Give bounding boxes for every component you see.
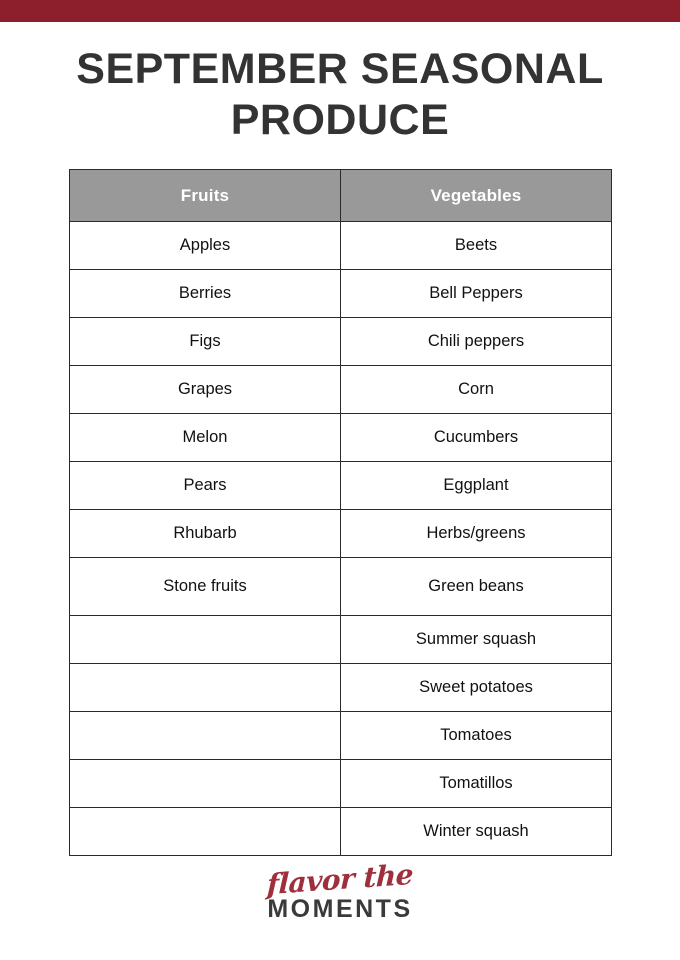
table-row — [70, 270, 612, 318]
cell-vegetable: Corn — [341, 366, 612, 414]
table-row — [70, 760, 612, 808]
cell-vegetable: Winter squash — [341, 808, 612, 856]
logo-script-text: flavor the — [266, 858, 414, 902]
cell-vegetable: Bell Peppers — [341, 270, 612, 318]
table-header — [70, 170, 612, 222]
table-row — [70, 222, 612, 270]
cell-fruit: Berries — [70, 270, 341, 318]
cell-fruit-empty — [70, 664, 341, 712]
seasonal-produce-table — [69, 169, 612, 856]
table-row — [70, 616, 612, 664]
title-container — [50, 22, 630, 145]
table-header-row — [70, 170, 612, 222]
cell-vegetable: Tomatillos — [341, 760, 612, 808]
cell-fruit-empty — [70, 760, 341, 808]
table-row — [70, 808, 612, 856]
table-row — [70, 318, 612, 366]
table-row — [70, 414, 612, 462]
column-header-fruits: Fruits — [70, 170, 341, 222]
cell-fruit: Rhubarb — [70, 510, 341, 558]
top-accent-bar — [0, 0, 680, 22]
cell-vegetable: Beets — [341, 222, 612, 270]
table-row — [70, 462, 612, 510]
table-row — [70, 366, 612, 414]
cell-fruit-empty — [70, 712, 341, 760]
logo-wordmark: MOMENTS — [267, 895, 413, 924]
cell-vegetable: Eggplant — [341, 462, 612, 510]
cell-vegetable: Herbs/greens — [341, 510, 612, 558]
cell-fruit: Grapes — [70, 366, 341, 414]
table-row — [70, 664, 612, 712]
cell-fruit: Pears — [70, 462, 341, 510]
cell-vegetable: Chili peppers — [341, 318, 612, 366]
cell-vegetable: Sweet potatoes — [341, 664, 612, 712]
cell-fruit: Figs — [70, 318, 341, 366]
cell-fruit-empty — [70, 616, 341, 664]
table-row — [70, 558, 612, 616]
cell-vegetable: Summer squash — [341, 616, 612, 664]
cell-vegetable: Green beans — [341, 558, 612, 616]
table-body — [70, 222, 612, 856]
cell-vegetable: Tomatoes — [341, 712, 612, 760]
cell-fruit-empty — [70, 808, 341, 856]
column-header-vegetables: Vegetables — [341, 170, 612, 222]
page-title: SEPTEMBER SEASONAL PRODUCE — [76, 45, 604, 144]
cell-fruit: Stone fruits — [70, 558, 341, 616]
table-row — [70, 510, 612, 558]
produce-table-container — [69, 169, 611, 856]
cell-vegetable: Cucumbers — [341, 414, 612, 462]
cell-fruit: Apples — [70, 222, 341, 270]
cell-fruit: Melon — [70, 414, 341, 462]
brand-logo — [0, 858, 680, 924]
table-row — [70, 712, 612, 760]
